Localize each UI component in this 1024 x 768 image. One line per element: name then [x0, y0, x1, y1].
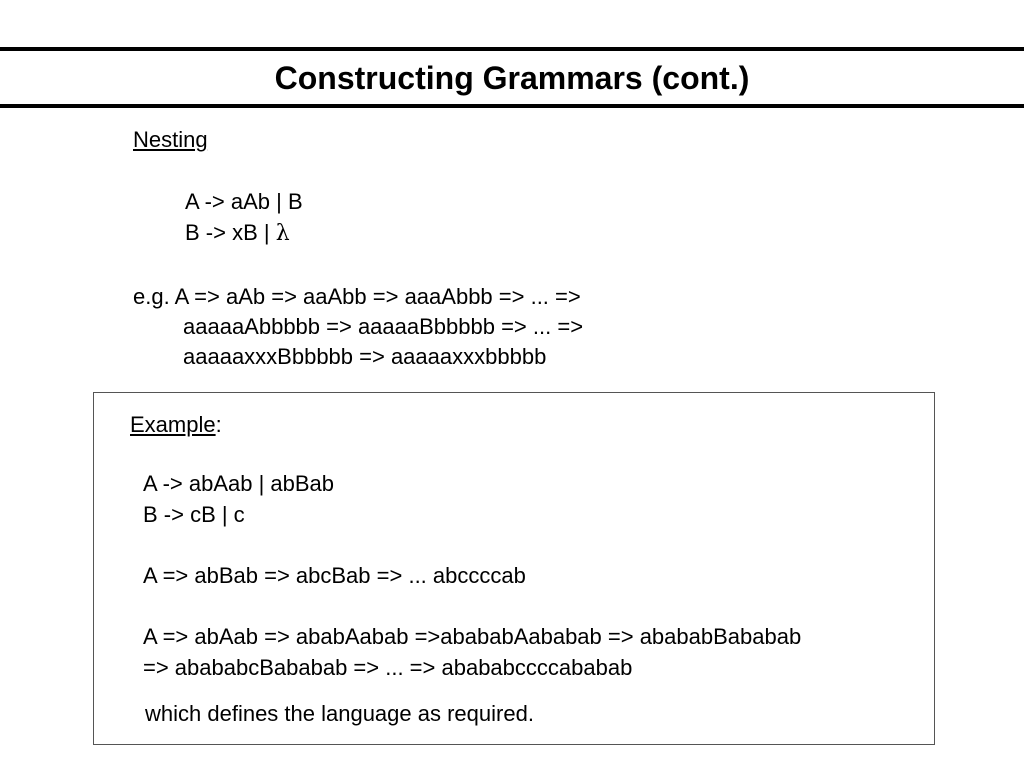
example-rule-a: A -> abAab | abBab	[143, 471, 335, 496]
title-rule-top	[0, 47, 1024, 51]
title-rule-bottom	[0, 104, 1024, 108]
example-derivation-2-line-1: A => abAab => ababAabab =>abababAababab => abababBababab	[143, 624, 802, 649]
example-heading	[130, 410, 222, 440]
example-heading-label: Example	[130, 412, 216, 437]
nesting-derivation-line-2: aaaaaAbbbbb => aaaaaBbbbbb => ... =>	[183, 314, 584, 339]
slide-title: Constructing Grammars (cont.)	[274, 60, 750, 96]
nesting-derivation-line-3: aaaaaxxxBbbbbb => aaaaaxxxbbbbb	[183, 344, 547, 369]
nesting-heading: Nesting	[133, 127, 208, 152]
example-derivation-1: A => abBab => abcBab => ... abccccab	[143, 563, 526, 588]
nesting-rule-b	[185, 218, 290, 249]
nesting-rule-a: A -> aAb | B	[185, 189, 303, 214]
nesting-rule-b-text: B -> xB |	[185, 220, 276, 245]
example-rule-b: B -> cB | c	[143, 502, 245, 527]
nesting-derivation-line-1: e.g. A => aAb => aaAbb => aaaAbbb => ... =>	[133, 284, 581, 309]
example-heading-colon: :	[215, 412, 222, 437]
example-conclusion: which defines the language as required.	[145, 701, 534, 726]
lambda-symbol: λ	[275, 221, 290, 246]
example-derivation-2-line-2: => abababcBababab => ... => abababccccababab	[143, 655, 633, 680]
